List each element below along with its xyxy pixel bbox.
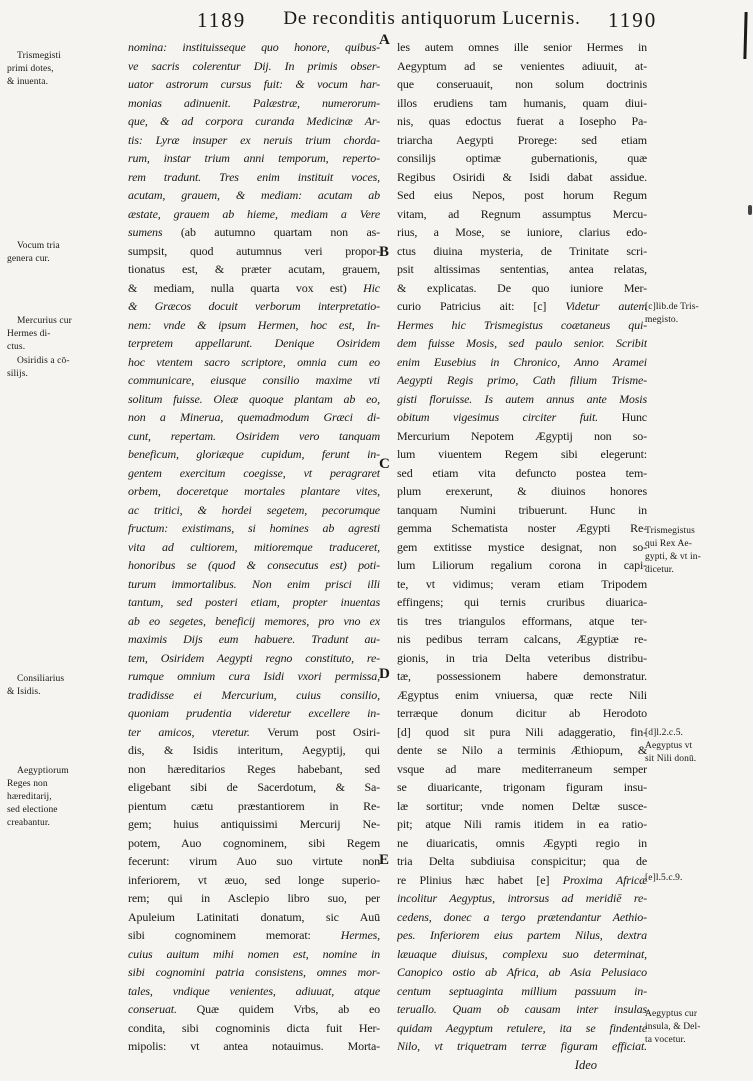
text-line: tria Delta subdiuisa conspicitur; qua de [397,854,647,868]
text-line: ve sacris colerentur Dij. In primis obser- [128,58,380,73]
text-line: fructum: existimans, si homines ab agresti [128,521,380,535]
text-line: & mediam, nulla quarta vox est) Hic [128,280,380,295]
text-line: non a Minerua, quemadmodum Græci di- [128,410,380,424]
text-line: hoc vtentem sacro scriptore, omnia cum eo [128,354,380,369]
text-line: quidam Aegyptum retulere, ita se findente [397,1020,647,1035]
text-line: rius, a Mose, se iuniore, clarius edo- [397,225,647,239]
margin-note: Aegyptus cur insula, & Del- ta vocetur. [645,1009,701,1045]
text-line: re Plinius hæc habet [e] Proxima Africæ [397,872,647,887]
text-line: sibi cognominem memorat: Hermes, [128,928,380,942]
text-line: triarcha Aegypti Prorege: sed etiam [397,132,647,147]
text-line: communicare, eiusque consilio maxime vti [128,373,380,387]
text-line: incolitur Aegyptus, introrsus ad meridiē re- [397,891,647,905]
text-line: & explicatas. De quo iuniore Mer- [397,280,647,295]
margin-note: Trismegistus qui Rex Ae- gypti, & vt in- dicetur. [645,526,701,575]
left-margin-notes [5,0,125,1081]
left-text-column [128,38,380,1056]
text-line: uator astrorum cursus fuit: & vocum har- [128,77,380,91]
text-line: Apuleium Latinitati donatum, sic Auū [128,909,380,924]
text-line: se diuaricante, trigonam figuram insu- [397,780,647,794]
scan-artifact-speck [748,205,752,215]
text-line: tæ, possessionem habere demonstratur. [397,669,647,683]
right-margin-notes [645,0,749,1081]
text-line: quoniam prudentia videretur excellere in- [128,706,380,720]
page-title: De reconditis antiquorum Lucernis. [283,8,581,29]
text-line: conseruat. Quæ quidem Vrbs, ab eo [128,1002,380,1016]
section-letter-b: B [379,244,390,260]
text-line: [d] quod sit pura Nili adaggeratio, fin- [397,724,647,739]
text-line: plum erexerunt, & diuinos honores [397,484,647,498]
text-line: pientum cætu præstantiorem in Re- [128,798,380,813]
margin-note: [e]l.5.c.9. [645,873,683,883]
text-line: cuius auitum mihi nomen est, nomine in [128,946,380,961]
text-line: tales, vndique venientes, adiuuat, atque [128,983,380,998]
text-line: orbem, doceretque mortales plantare vites, [128,484,380,498]
text-line: rum, instar trium anni temporum, reperto- [128,151,380,165]
text-line: Aegyptum ad se venientes adiuuit, at- [397,58,647,73]
text-line: teruallo. Quam ob causam inter insulas [397,1002,647,1016]
page-number-left: 1189 [197,8,247,32]
text-line: illos erudiens tam humanis, quam diui- [397,95,647,110]
text-line: rem tradunt. Tres enim instituit voces, [128,169,380,184]
text-line: eligebant sibi de Sacerdotum, & Sa- [128,780,380,794]
text-line: dis, & Isidis interitum, Aegyptij, qui [128,743,380,757]
text-line: gem extitisse mystice designat, non so- [397,539,647,554]
text-line: acutam, grauem, & mediam: acutam ab [128,188,380,202]
text-line: gentem exercitum coegisse, vt peragraret [128,465,380,480]
text-line: centum septuaginta millium passuum in- [397,983,647,998]
text-line: ne diuaricatis, omnis Ægypti regio in [397,835,647,850]
text-line: sumpsit, quod autumnus veri propor- [128,243,380,258]
text-line: te, vt vidimus; veram etiam Tripodem [397,576,647,591]
text-line: Hermes hic Trismegistus coætaneus qui- [397,317,647,332]
margin-note: Trismegisti primi dotes, & inuenta. [7,51,62,87]
section-letter-gutter [379,0,397,1081]
text-line: inferiorem, vt æuo, sed longe superio- [128,872,380,887]
text-line: cedens, donec a tergo prætendantur Aethio- [397,909,647,924]
text-line: obitum vigesimus circiter fuit. Hunc [397,410,647,424]
text-line: fecerunt: virum Auo suo virtute non [128,854,380,868]
text-line: Aegypti Regis primo, Cath filium Trisme- [397,373,647,387]
text-line: ctus diuina mysteria, de Trinitate scri- [397,243,647,258]
text-line: nomina: instituisseque quo honore, quibus- [128,40,380,54]
text-line: les autem omnes ille senior Hermes in [397,40,647,54]
text-line: tradidisse ei Mercurium, cuius consilio, [128,687,380,702]
text-line: que conseruauit, non solum doctrinis [397,77,647,91]
text-line: tanquam Numini tribuerunt. Hunc in [397,502,647,517]
text-line: dem fuisse Mosis, sed paulo senior. Scribit [397,336,647,350]
text-line: potem, Auo cognominem, sibi Regem [128,835,380,850]
text-line: gisti floruisse. Is autem annus ante Mosis [397,391,647,406]
section-letter-c: C [379,456,390,472]
margin-note: Aegyptiorum Reges non hæreditarij, sed electione creabantur. [7,766,69,828]
text-line: cunt, repertam. Osiridem vero tanquam [128,428,380,443]
text-line: Sed eius Nepos, post horum Regum [397,188,647,202]
right-text-column [397,38,647,1072]
text-line: tem, Osiridem Aegypti regno constituto, re- [128,650,380,665]
section-letter-e: E [379,852,390,868]
text-line: pes. Inferiorem eius partem Nilus, dextra [397,928,647,942]
text-line: sibi cognomini patria consistens, omnes mor- [128,965,380,979]
text-line: nem: vnde & ipsum Hermen, hoc est, In- [128,317,380,332]
text-line: ab eo segetes, beneficij memores, pro vno ex [128,613,380,628]
text-line: que, & ad corpora curanda Medicinæ Ar- [128,114,380,128]
text-line: vsque ad mare mediterraneum semper [397,761,647,776]
text-line: lum viuentem Regem sibi elegerunt: [397,447,647,461]
text-line: ter amicos, vteretur. Verum post Osiri- [128,724,380,739]
text-line: monias adinuenit. Palæstræ, numerorum- [128,95,380,110]
text-line: tionatus est, & præter acutam, grauem, [128,262,380,276]
margin-note: [d]l.2.c.5. Aegyptus vt sit Nili donū. [645,728,697,764]
text-line: læuaque diuisus, complexu suo determinat, [397,946,647,961]
text-line: tis tres triangulos efformans, atque ter- [397,613,647,628]
text-line: tantum, sed posteri etiam, propter inuentas [128,595,380,609]
text-line: gem; huius antiquissimi Mercurij Ne- [128,817,380,831]
section-letter-a: A [379,32,390,48]
text-line: enim Eusebius in Chronico, Anno Aramei [397,354,647,369]
text-line: rem; qui in Asclepio libro suo, per [128,891,380,905]
text-line: terræque donum dicitur ab Herodoto [397,706,647,720]
text-line: vitam, ad Regnum assumptus Mercu- [397,206,647,221]
text-line: tis: Lyræ insuper ex neruis trium chorda- [128,132,380,147]
text-line: pit; atque Nili ramis itidem in ea ratio- [397,817,647,831]
margin-note: Consiliarius & Isidis. [7,674,65,697]
text-line: gionis, in tria Delta veteribus distribu- [397,650,647,665]
text-line: beneficum, gloriæque cupidum, ferunt in- [128,447,380,461]
text-line: turum immortalibus. Non enim prisci illi [128,576,380,591]
text-line: sed etiam vita defuncto postea tem- [397,465,647,480]
text-line: non hæreditarios Reges habebant, sed [128,761,380,776]
text-line: nis pedibus terram calcans, Ægyptiæ re- [397,632,647,646]
text-line: nis, quas edoctus fuerat a Iosepho Pa- [397,114,647,128]
text-line: effingens; qui ternis cruribus diuarica- [397,595,647,609]
text-line: psit altissimas sententias, antea relatas, [397,262,647,276]
text-line: mipolis: vt antea notauimus. Morta- [128,1039,380,1053]
text-line: æstate, grauem ab hieme, mediam a Vere [128,206,380,221]
text-line: honoribus se (quod & consecutus est) poti- [128,558,380,572]
margin-note: [c]lib.de Tris- megisto. [645,302,699,325]
text-line: rumque omnium cura Isidi vxori permissa, [128,669,380,683]
text-line: condita, sibi cognominis dicta fuit Her- [128,1020,380,1035]
margin-note: Osiridis a cō- silijs. [7,356,70,379]
text-line: ac tritici, & hordei segetem, pecorumque [128,502,380,517]
text-line: & Græcos docuit verborum interpretatio- [128,299,380,313]
text-line: Canopico ostio ab Africa, ab Asia Pelusiaco [397,965,647,979]
catchword: Ideo [574,1057,597,1072]
text-line: curio Patricius ait: [c] Videtur autem [397,299,647,313]
text-line: Ægyptus enim vniuersa, quæ recte Nili [397,687,647,702]
text-line: lum Liliorum regalium corona in capi- [397,558,647,572]
text-line: sumens (ab autumno quartam non as- [128,225,380,239]
text-line: gemma Schematista noster Ægypti Re- [397,521,647,535]
page-number-right: 1190 [608,8,658,32]
margin-note: Vocum tria genera cur. [7,241,60,264]
margin-note: Mercurius cur Hermes di- ctus. [7,316,72,352]
text-line: maximis Dijs eum habuere. Tradunt au- [128,632,380,646]
text-line: Nilo, vt triquetram terræ figuram efficiat. [397,1039,647,1053]
text-line: solitum fuisse. Oleæ quoque plantam ab eo, [128,391,380,406]
text-line: Regibus Osiridi & Isidi dabat assidue. [397,169,647,184]
text-line: terpretem appellarunt. Denique Osiridem [128,336,380,350]
text-line: vita ad cultiorem, mitioremque traduceret, [128,539,380,554]
text-line: consilijs optimæ gubernationis, quæ [397,151,647,165]
section-letter-d: D [379,666,390,682]
text-line: Mercurium Nepotem Ægyptij non so- [397,428,647,443]
text-line: dente se Nilo a terminis Æthiopum, & [397,743,647,757]
text-line: læ sortitur; vnde nomen Deltæ susce- [397,798,647,813]
